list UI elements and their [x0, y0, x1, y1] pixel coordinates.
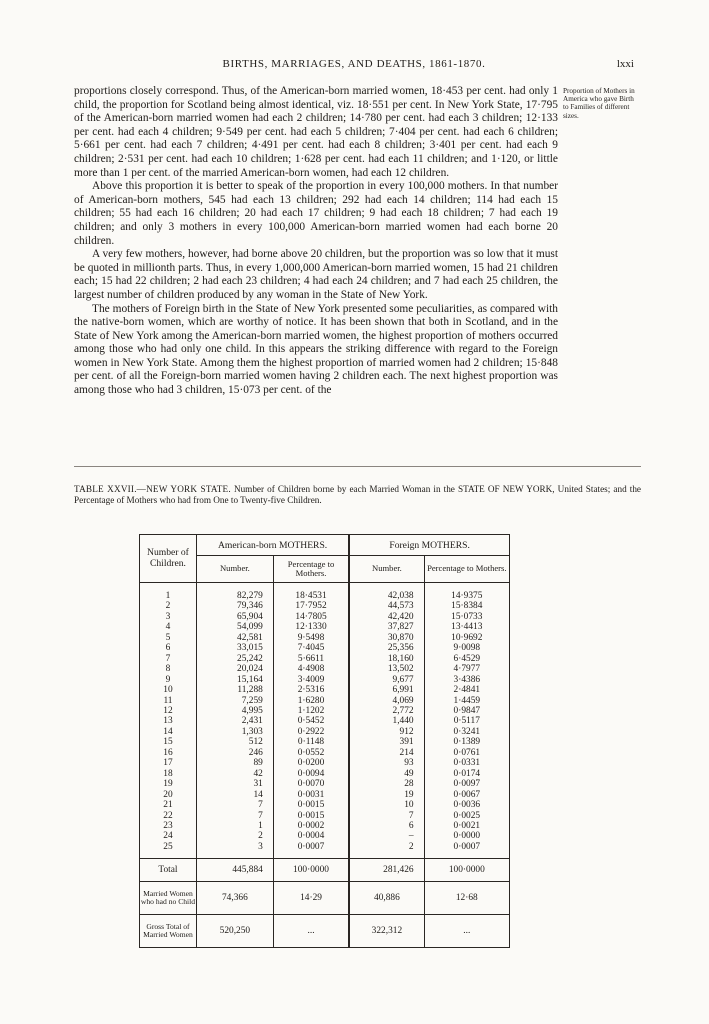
total-american-number: 445,884	[196, 859, 273, 882]
foreign-percentage: 0·0067	[424, 790, 509, 800]
children-count: 10	[163, 685, 173, 696]
table-row	[140, 601, 509, 611]
table-row	[140, 821, 509, 831]
american-number: 20,024	[196, 664, 273, 674]
paragraph: proportions closely correspond. Thus, of the American-born married women, 18·453 per cent. had only 1 child, the proportion for Scotland being almost identical, viz. 18·551 per cent. In New York State, 17·795 of the American-born married women had each 2 children; 14·780 per cent. had each 3 children; 12·133 per cent. had each 4 children; 9·549 per cent. had each 5 children; 7·404 per cent. had each 6 children; 5·661 per cent. had each 7 children; 4·491 per cent. had each 8 children; 3·401 per cent. had each 9 children; 2·531 per cent. had each 10 children; 1·628 per cent. had each 11 children; and 1·120, or little more than 1 per cent. of the married American-born women, had each 12 children.	[74, 85, 558, 179]
american-percentage: 2·5316	[273, 685, 349, 695]
foreign-percentage: 0·0007	[424, 842, 509, 859]
children-count: 12	[163, 705, 173, 716]
children-count: 3	[165, 611, 171, 622]
foreign-percentage-header: Percentage to Mothers.	[424, 556, 509, 583]
table-row	[140, 800, 509, 810]
foreign-number: –	[349, 831, 424, 841]
children-count: 18	[163, 768, 173, 779]
foreign-percentage: 4·7977	[424, 664, 509, 674]
foreign-percentage: 9·0098	[424, 643, 509, 653]
gross-total-label: Gross Total of Married Women	[140, 915, 196, 948]
american-percentage: 3·4009	[273, 675, 349, 685]
american-number: 15,164	[196, 675, 273, 685]
total-foreign-percentage: 100·0000	[424, 859, 509, 882]
american-number: 42	[196, 769, 273, 779]
foreign-percentage: 10·9692	[424, 633, 509, 643]
table-row	[140, 633, 509, 643]
data-table	[139, 534, 510, 948]
american-percentage: 17·7952	[273, 601, 349, 611]
foreign-number: 2,772	[349, 706, 424, 716]
american-number: 3	[196, 842, 273, 859]
foreign-number: 6,991	[349, 685, 424, 695]
table-caption	[74, 484, 641, 506]
table-row	[140, 622, 509, 632]
foreign-number-header: Number.	[349, 556, 424, 583]
foreign-number: 49	[349, 769, 424, 779]
american-percentage: 0·0015	[273, 811, 349, 821]
no-child-row	[140, 882, 509, 915]
american-number: 2,431	[196, 716, 273, 726]
foreign-number: 912	[349, 727, 424, 737]
children-count: 25	[163, 841, 173, 852]
children-count: 4	[165, 622, 171, 633]
foreign-percentage: 3·4386	[424, 675, 509, 685]
table-row	[140, 790, 509, 800]
foreign-number: 10	[349, 800, 424, 810]
children-count: 17	[163, 758, 173, 769]
american-number: 246	[196, 748, 273, 758]
table-row	[140, 769, 509, 779]
section-divider	[74, 466, 641, 467]
foreign-percentage: 13·4413	[424, 622, 509, 632]
foreign-number: 93	[349, 758, 424, 768]
american-number: 65,904	[196, 612, 273, 622]
total-row	[140, 859, 509, 882]
table-row	[140, 831, 509, 841]
foreign-number: 1,440	[349, 716, 424, 726]
american-number: 7,259	[196, 696, 273, 706]
american-percentage: 0·0002	[273, 821, 349, 831]
table-row	[140, 716, 509, 726]
american-percentage: 9·5498	[273, 633, 349, 643]
american-number: 25,242	[196, 654, 273, 664]
foreign-number: 391	[349, 737, 424, 747]
american-percentage: 0·0004	[273, 831, 349, 841]
children-count: 1	[165, 591, 171, 601]
american-group-header: American-born MOTHERS.	[196, 535, 349, 556]
running-title: BIRTHS, MARRIAGES, AND DEATHS, 1861-1870.	[222, 58, 486, 70]
children-count: 13	[163, 716, 173, 727]
foreign-percentage: 0·0331	[424, 758, 509, 768]
table-row	[140, 654, 509, 664]
american-number: 79,346	[196, 601, 273, 611]
foreign-number: 9,677	[349, 675, 424, 685]
foreign-number: 6	[349, 821, 424, 831]
foreign-percentage: 1·4459	[424, 696, 509, 706]
children-count: 6	[165, 643, 171, 654]
american-percentage: 0·0552	[273, 748, 349, 758]
foreign-number: 42,038	[349, 583, 424, 602]
total-american-percentage: 100·0000	[273, 859, 349, 882]
no-child-foreign-number: 40,886	[349, 882, 424, 915]
no-child-foreign-percentage: 12·68	[424, 882, 509, 915]
american-percentage: 5·6611	[273, 654, 349, 664]
children-count: 5	[165, 632, 171, 643]
american-percentage: 0·0094	[273, 769, 349, 779]
american-number: 7	[196, 800, 273, 810]
american-percentage: 4·4908	[273, 664, 349, 674]
children-count: 23	[163, 820, 173, 831]
children-count: 7	[165, 653, 171, 664]
table-row	[140, 811, 509, 821]
children-column-header: Number of Children.	[140, 535, 196, 583]
children-count: 16	[163, 747, 173, 758]
foreign-number: 25,356	[349, 643, 424, 653]
foreign-number: 2	[349, 842, 424, 859]
children-count: 24	[163, 831, 173, 842]
foreign-number: 18,160	[349, 654, 424, 664]
american-number: 7	[196, 811, 273, 821]
american-number-header: Number.	[196, 556, 273, 583]
american-percentage: 0·0007	[273, 842, 349, 859]
gross-american-percentage: ...	[273, 915, 349, 948]
foreign-percentage: 0·0097	[424, 779, 509, 789]
american-number: 82,279	[196, 583, 273, 602]
table-row	[140, 727, 509, 737]
table-row	[140, 696, 509, 706]
foreign-percentage: 14·9375	[424, 583, 509, 602]
no-child-american-percentage: 14·29	[273, 882, 349, 915]
american-percentage: 0·0070	[273, 779, 349, 789]
children-count: 20	[163, 789, 173, 800]
american-number: 512	[196, 737, 273, 747]
foreign-percentage: 0·0025	[424, 811, 509, 821]
foreign-percentage: 15·0733	[424, 612, 509, 622]
foreign-number: 19	[349, 790, 424, 800]
foreign-number: 28	[349, 779, 424, 789]
american-number: 33,015	[196, 643, 273, 653]
american-percentage: 1·6280	[273, 696, 349, 706]
american-percentage: 0·2922	[273, 727, 349, 737]
foreign-percentage: 6·4529	[424, 654, 509, 664]
american-percentage: 1·1202	[273, 706, 349, 716]
total-foreign-number: 281,426	[349, 859, 424, 882]
margin-note: Proportion of Mothers in America who gave Birth to Families of different sizes.	[563, 87, 635, 120]
american-percentage: 18·4531	[273, 583, 349, 602]
foreign-number: 7	[349, 811, 424, 821]
american-number: 54,099	[196, 622, 273, 632]
paragraph: A very few mothers, however, had borne above 20 children, but the proportion was so low that it must be quoted in millionth parts. Thus, in every 1,000,000 American-born married women, 15 had 21 children each; 15 had 22 children; 2 had each 23 children; 4 had each 24 children; and 7 had each 25 children, the largest number of children produced by any woman in the State of New York.	[74, 248, 558, 301]
american-number: 2	[196, 831, 273, 841]
table-description: Number of Children borne by each Married Woman in the STATE OF NEW YORK, United States; and the Percentage of Mothers who had from One to Twenty-five Children.	[74, 484, 641, 505]
american-number: 1	[196, 821, 273, 831]
foreign-group-header: Foreign MOTHERS.	[349, 535, 509, 556]
body-text	[74, 85, 558, 398]
foreign-percentage: 0·5117	[424, 716, 509, 726]
american-percentage: 0·1148	[273, 737, 349, 747]
table-row	[140, 675, 509, 685]
american-number: 4,995	[196, 706, 273, 716]
children-count: 9	[165, 674, 171, 685]
american-percentage: 0·5452	[273, 716, 349, 726]
american-number: 42,581	[196, 633, 273, 643]
table-row	[140, 706, 509, 716]
foreign-percentage: 0·0036	[424, 800, 509, 810]
paragraph: Above this proportion it is better to speak of the proportion in every 100,000 mothers. In that number of American-born mothers, 545 had each 13 children; 292 had each 14 children; 114 had each 15 children; 55 had each 16 children; 20 had each 17 children; 9 had each 18 children; 7 had each 19 children; and only 3 mothers in every 100,000 American-born married women had each borne 20 children.	[74, 180, 558, 247]
foreign-percentage: 15·8384	[424, 601, 509, 611]
foreign-percentage: 2·4841	[424, 685, 509, 695]
gross-foreign-number: 322,312	[349, 915, 424, 948]
american-percentage: 0·0031	[273, 790, 349, 800]
foreign-number: 42,420	[349, 612, 424, 622]
foreign-percentage: 0·0000	[424, 831, 509, 841]
table-label: TABLE XXVII.—NEW YORK STATE.	[74, 484, 231, 494]
foreign-percentage: 0·0021	[424, 821, 509, 831]
no-child-american-number: 74,366	[196, 882, 273, 915]
children-count: 2	[165, 601, 171, 612]
table-row	[140, 664, 509, 674]
foreign-percentage: 0·9847	[424, 706, 509, 716]
page-number: lxxi	[616, 58, 634, 70]
total-label: Total	[140, 859, 196, 882]
gross-total-row	[140, 915, 509, 948]
foreign-number: 44,573	[349, 601, 424, 611]
children-count: 11	[163, 695, 173, 706]
american-percentage-header: Percentage to Mothers.	[273, 556, 349, 583]
table-row	[140, 842, 509, 859]
foreign-percentage: 0·0761	[424, 748, 509, 758]
gross-foreign-percentage: ...	[424, 915, 509, 948]
american-number: 14	[196, 790, 273, 800]
no-child-label: Married Women who had no Child	[140, 882, 196, 915]
table-row	[140, 758, 509, 768]
children-count: 15	[163, 737, 173, 748]
american-number: 1,303	[196, 727, 273, 737]
children-count: 14	[163, 726, 173, 737]
american-percentage: 12·1330	[273, 622, 349, 632]
american-number: 11,288	[196, 685, 273, 695]
foreign-number: 4,069	[349, 696, 424, 706]
foreign-number: 214	[349, 748, 424, 758]
table-row	[140, 612, 509, 622]
table-row	[140, 737, 509, 747]
children-count: 8	[165, 664, 171, 675]
american-percentage: 7·4045	[273, 643, 349, 653]
table-row	[140, 583, 509, 602]
table-row	[140, 643, 509, 653]
foreign-percentage: 0·3241	[424, 727, 509, 737]
american-percentage: 14·7805	[273, 612, 349, 622]
paragraph: The mothers of Foreign birth in the State of New York presented some peculiarities, as compared with the native-born women, which are worthy of notice. It has been shown that both in Scotland, and in the State of New York among the American-born married women, the highest proportion of mothers occurred among those who had only one child. In this appears the striking difference with regard to the Foreign women in New York State. Among them the highest proportion of married women had 2 children; 15·848 per cent. of all the Foreign-born married women having 2 children each. The next highest proportion was among those who had 3 children, 15·073 per cent. of the	[74, 302, 558, 397]
table-row	[140, 779, 509, 789]
foreign-percentage: 0·1389	[424, 737, 509, 747]
american-number: 89	[196, 758, 273, 768]
american-number: 31	[196, 779, 273, 789]
table-row	[140, 748, 509, 758]
foreign-percentage: 0·0174	[424, 769, 509, 779]
gross-american-number: 520,250	[196, 915, 273, 948]
american-percentage: 0·0015	[273, 800, 349, 810]
american-percentage: 0·0200	[273, 758, 349, 768]
foreign-number: 13,502	[349, 664, 424, 674]
children-count: 22	[163, 810, 173, 821]
children-count: 19	[163, 779, 173, 790]
foreign-number: 37,827	[349, 622, 424, 632]
children-count: 21	[163, 800, 173, 811]
table-row	[140, 685, 509, 695]
foreign-number: 30,870	[349, 633, 424, 643]
